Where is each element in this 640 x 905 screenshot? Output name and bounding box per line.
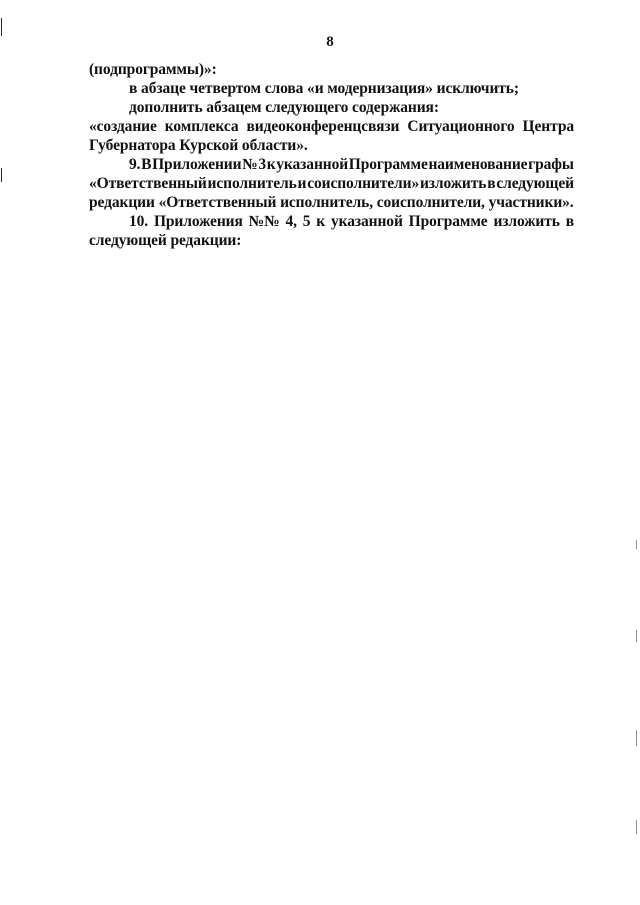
text-line-justified bbox=[89, 212, 574, 231]
text-line: дополнить абзацем следующего содержания: bbox=[129, 99, 439, 116]
word: №№ bbox=[248, 213, 280, 230]
right-edge-scan-mark bbox=[636, 630, 637, 642]
page-number: 8 bbox=[326, 34, 334, 50]
word: указанной bbox=[330, 213, 403, 230]
right-edge-scan-mark bbox=[636, 820, 637, 834]
text-line: редакции «Ответственный исполнитель, соисполнители, участники». bbox=[89, 194, 574, 211]
word: 4, bbox=[285, 213, 297, 230]
word: 5 bbox=[302, 213, 311, 230]
word: «создание bbox=[89, 118, 157, 135]
word: № bbox=[242, 156, 258, 173]
word: исполнитель bbox=[207, 175, 297, 192]
word: графы bbox=[528, 156, 574, 173]
word: изложить bbox=[493, 213, 560, 230]
word: в bbox=[487, 175, 496, 192]
word: 10. bbox=[129, 213, 149, 230]
word: Приложении bbox=[152, 156, 242, 173]
word: Программе bbox=[408, 213, 488, 230]
word: наименование bbox=[428, 156, 528, 173]
word: соисполнители» bbox=[307, 175, 420, 192]
text-line-justified bbox=[89, 174, 574, 193]
word: видеоконференцсвязи bbox=[246, 118, 400, 135]
text-line-justified bbox=[89, 117, 574, 136]
right-edge-scan-mark bbox=[636, 540, 637, 549]
word: комплекса bbox=[164, 118, 239, 135]
word: в bbox=[565, 213, 574, 230]
word: к bbox=[316, 213, 326, 230]
word: «Ответственный bbox=[89, 175, 207, 192]
word: изложить bbox=[419, 175, 487, 192]
word: Программе bbox=[348, 156, 428, 173]
word: к bbox=[266, 156, 276, 173]
word: и bbox=[297, 175, 307, 192]
word: указанной bbox=[276, 156, 349, 173]
word: следующей bbox=[496, 175, 574, 192]
word: Приложения bbox=[153, 213, 243, 230]
text-line-justified bbox=[89, 155, 574, 174]
word: 9. bbox=[129, 156, 141, 173]
text-line: в абзаце четвертом слова «и модернизация» исключить; bbox=[129, 80, 519, 97]
word: 3 bbox=[258, 156, 267, 173]
word: Ситуационного bbox=[407, 118, 515, 135]
word: В bbox=[141, 156, 152, 173]
left-edge-scan-mark bbox=[1, 168, 2, 182]
right-edge-scan-mark bbox=[636, 730, 637, 746]
text-line: следующей редакции: bbox=[89, 232, 242, 249]
document-body bbox=[89, 60, 574, 250]
text-line: (подпрограммы)»: bbox=[89, 61, 217, 78]
text-line: Губернатора Курской области». bbox=[89, 137, 308, 154]
word: Центра bbox=[522, 118, 574, 135]
